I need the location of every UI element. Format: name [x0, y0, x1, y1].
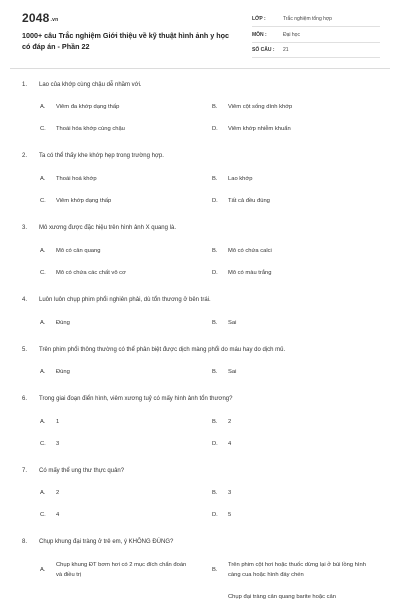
- meta-count-label: SỐ CÂU :: [252, 47, 275, 53]
- question-8-option-b[interactable]: B. Trên phim cột hơi hoặc thuốc dừng lại ở búi lồng hình càng cua hoặc hình đáy chén: [212, 562, 366, 578]
- question-6-option-b[interactable]: B. 2: [212, 419, 232, 425]
- question-7-option-d[interactable]: D. 5: [212, 512, 232, 518]
- question-3-stem: 3. Mô xương được đặc hiệu trên hình ảnh X quang là.: [22, 225, 176, 231]
- question-2-option-d[interactable]: D. Tất cả đều đúng: [212, 198, 270, 204]
- question-8-option-c-text[interactable]: Chụp đại tràng cản quang barite hoặc cản: [228, 594, 336, 600]
- meta-count-row: [252, 45, 380, 58]
- question-3-option-d[interactable]: D. Mô có màu trắng: [212, 270, 272, 276]
- question-6-option-d[interactable]: D. 4: [212, 441, 232, 447]
- question-7-stem: 7. Có mấy thể ung thư thực quản?: [22, 468, 125, 474]
- question-6-stem: 6. Trong giai đoạn điển hình, viêm xương tuỷ có mấy hình ảnh tổn thương?: [22, 396, 233, 402]
- question-7-option-b[interactable]: B. 3: [212, 490, 232, 496]
- question-5-stem: 5. Trên phim phổi thông thường có thể phân biệt được dịch màng phổi do máu hay do dịch mủ.: [22, 347, 286, 353]
- site-logo[interactable]: [22, 11, 58, 25]
- meta-subject-label: MÔN :: [252, 32, 267, 38]
- question-5-option-b[interactable]: B. Sai: [212, 369, 237, 375]
- header-divider: [10, 68, 390, 69]
- question-4-stem: 4. Luôn luôn chụp phim phổi nghiên phải, dù tổn thương ở bên trái.: [22, 297, 211, 303]
- document-title: 1000+ câu Trắc nghiệm Giới thiệu về kỹ thuật hình ảnh y học có đáp án - Phần 22: [22, 31, 230, 51]
- question-7-option-c[interactable]: C. 4: [40, 512, 60, 518]
- question-7-option-a[interactable]: A. 2: [40, 490, 60, 496]
- question-4-option-a[interactable]: A. Đúng: [40, 320, 70, 326]
- question-6-option-a[interactable]: A. 1: [40, 419, 60, 425]
- question-2-option-b[interactable]: B. Lao khớp: [212, 176, 253, 182]
- question-3-option-a[interactable]: A. Mô có cản quang: [40, 248, 101, 254]
- meta-class-row: [252, 14, 380, 27]
- meta-subject-row: [252, 30, 380, 43]
- question-1-option-c[interactable]: C. Thoái hóa khớp cùng chậu: [40, 126, 125, 132]
- question-6-option-c[interactable]: C. 3: [40, 441, 60, 447]
- meta-class-value: Trắc nghiệm tổng hợp: [283, 16, 332, 22]
- question-8-stem: 8. Chụp khung đại tràng ở trẻ em, ý KHÔNG ĐÚNG?: [22, 539, 174, 545]
- question-2-stem: 2. Ta có thể thấy khe khớp hẹp trong trường hợp.: [22, 153, 164, 159]
- logo-suffix: .vn: [50, 17, 59, 23]
- meta-class-label: LỚP :: [252, 16, 266, 22]
- question-3-option-c[interactable]: C. Mô có chứa các chất vô cơ: [40, 270, 126, 276]
- question-3-option-b[interactable]: B. Mô có chứa calci: [212, 248, 272, 254]
- logo-main: 2048: [22, 11, 50, 25]
- question-5-option-a[interactable]: A. Đúng: [40, 369, 70, 375]
- question-4-option-b[interactable]: B. Sai: [212, 320, 237, 326]
- question-1-option-d[interactable]: D. Viêm khớp nhiễm khuẩn: [212, 126, 291, 132]
- meta-subject-value: Đại học: [283, 32, 300, 38]
- question-8-option-a[interactable]: A. Chụp khung ĐT bơm hơi có 2 mục đích chẩn đoán và điều trị: [40, 562, 187, 578]
- question-1-stem: 1. Lao của khớp cùng chậu dễ nhầm với.: [22, 82, 142, 88]
- page-header: [0, 0, 400, 68]
- question-2-option-c[interactable]: C. Viêm khớp dạng thấp: [40, 198, 112, 204]
- question-1-option-a[interactable]: A. Viêm đa khớp dạng thấp: [40, 104, 120, 110]
- question-2-option-a[interactable]: A. Thoái hoá khớp: [40, 176, 97, 182]
- question-1-option-b[interactable]: B. Viêm cột sống dính khớp: [212, 104, 293, 110]
- meta-count-value: 21: [283, 47, 289, 53]
